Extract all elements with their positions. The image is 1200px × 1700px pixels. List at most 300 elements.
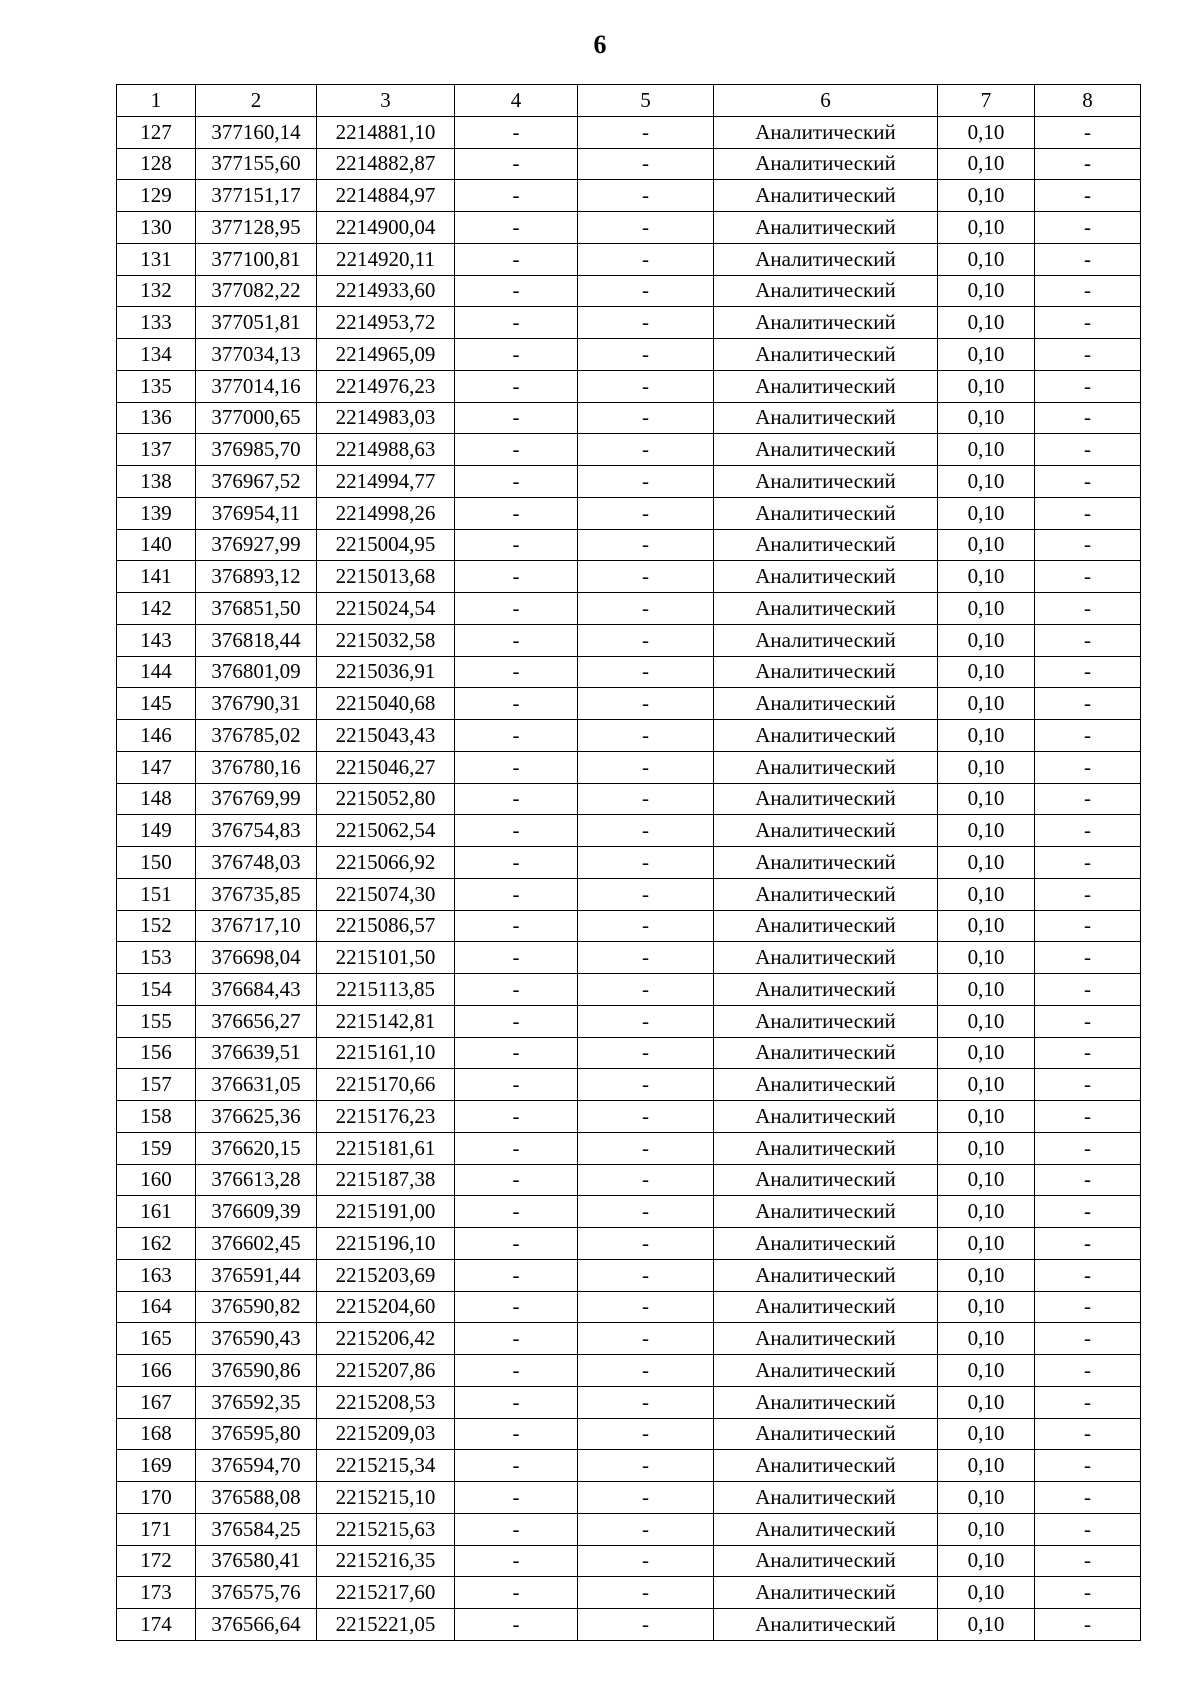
table-cell-col-4: - [455, 1005, 578, 1037]
table-cell-col-4: - [455, 942, 578, 974]
table-cell-col-4: - [455, 1323, 578, 1355]
table-cell-col-7: 0,10 [938, 1418, 1035, 1450]
table-cell-col-8: - [1035, 1323, 1141, 1355]
table-row [117, 339, 1141, 371]
table-row [117, 974, 1141, 1006]
table-cell-col-2: 376588,08 [196, 1482, 317, 1514]
table-cell-col-2: 376613,28 [196, 1164, 317, 1196]
table-cell-col-2: 377128,95 [196, 212, 317, 244]
table-cell-col-8: - [1035, 402, 1141, 434]
table-cell-col-1: 133 [117, 307, 196, 339]
table-cell-col-1: 134 [117, 339, 196, 371]
table-cell-col-4: - [455, 434, 578, 466]
table-cell-col-4: - [455, 1069, 578, 1101]
table-cell-col-1: 137 [117, 434, 196, 466]
table-cell-col-2: 376566,64 [196, 1609, 317, 1641]
table-cell-col-8: - [1035, 688, 1141, 720]
header-row [117, 85, 1141, 117]
table-cell-col-4: - [455, 1418, 578, 1450]
table-cell-col-2: 376591,44 [196, 1259, 317, 1291]
table-cell-col-7: 0,10 [938, 116, 1035, 148]
table-cell-col-8: - [1035, 910, 1141, 942]
table-cell-col-2: 377014,16 [196, 370, 317, 402]
table-cell-col-7: 0,10 [938, 815, 1035, 847]
table-cell-col-5: - [578, 942, 714, 974]
table-row [117, 1482, 1141, 1514]
table-cell-col-6: Аналитический [714, 339, 938, 371]
table-cell-col-2: 377100,81 [196, 243, 317, 275]
table-cell-col-6: Аналитический [714, 751, 938, 783]
table-cell-col-5: - [578, 878, 714, 910]
table-row [117, 180, 1141, 212]
table-row [117, 1132, 1141, 1164]
table-cell-col-3: 2215142,81 [317, 1005, 455, 1037]
table-cell-col-2: 377151,17 [196, 180, 317, 212]
table-cell-col-6: Аналитический [714, 1005, 938, 1037]
table-cell-col-7: 0,10 [938, 180, 1035, 212]
table-cell-col-3: 2215196,10 [317, 1228, 455, 1260]
table-cell-col-5: - [578, 1323, 714, 1355]
table-cell-col-7: 0,10 [938, 593, 1035, 625]
table-row [117, 212, 1141, 244]
table-cell-col-5: - [578, 910, 714, 942]
table-cell-col-5: - [578, 1228, 714, 1260]
table-cell-col-5: - [578, 1418, 714, 1450]
table-cell-col-7: 0,10 [938, 307, 1035, 339]
table-cell-col-2: 376927,99 [196, 529, 317, 561]
table-cell-col-3: 2215004,95 [317, 529, 455, 561]
table-row [117, 434, 1141, 466]
table-cell-col-2: 377160,14 [196, 116, 317, 148]
table-cell-col-6: Аналитический [714, 847, 938, 879]
table-cell-col-2: 376656,27 [196, 1005, 317, 1037]
table-cell-col-8: - [1035, 529, 1141, 561]
table-cell-col-2: 376780,16 [196, 751, 317, 783]
table-cell-col-4: - [455, 307, 578, 339]
table-cell-col-3: 2214976,23 [317, 370, 455, 402]
table-cell-col-7: 0,10 [938, 529, 1035, 561]
table-cell-col-1: 135 [117, 370, 196, 402]
table-cell-col-2: 376698,04 [196, 942, 317, 974]
table-cell-col-6: Аналитический [714, 497, 938, 529]
table-cell-col-1: 167 [117, 1386, 196, 1418]
table-cell-col-7: 0,10 [938, 783, 1035, 815]
table-cell-col-3: 2214994,77 [317, 466, 455, 498]
table-cell-col-8: - [1035, 593, 1141, 625]
table-cell-col-4: - [455, 751, 578, 783]
table-row [117, 1386, 1141, 1418]
table-cell-col-1: 131 [117, 243, 196, 275]
table-cell-col-8: - [1035, 656, 1141, 688]
table-row [117, 148, 1141, 180]
table-cell-col-3: 2215043,43 [317, 720, 455, 752]
table-cell-col-1: 136 [117, 402, 196, 434]
table-cell-col-8: - [1035, 243, 1141, 275]
table-cell-col-6: Аналитический [714, 974, 938, 1006]
table-cell-col-3: 2215161,10 [317, 1037, 455, 1069]
table-cell-col-5: - [578, 1132, 714, 1164]
table-cell-col-1: 151 [117, 878, 196, 910]
table-cell-col-6: Аналитический [714, 624, 938, 656]
table-cell-col-6: Аналитический [714, 1418, 938, 1450]
table-cell-col-4: - [455, 1545, 578, 1577]
table-cell-col-4: - [455, 1291, 578, 1323]
table-cell-col-7: 0,10 [938, 339, 1035, 371]
table-cell-col-1: 147 [117, 751, 196, 783]
table-cell-col-7: 0,10 [938, 1196, 1035, 1228]
table-cell-col-8: - [1035, 878, 1141, 910]
table-cell-col-6: Аналитический [714, 1577, 938, 1609]
table-cell-col-7: 0,10 [938, 1228, 1035, 1260]
table-cell-col-7: 0,10 [938, 434, 1035, 466]
table-cell-col-3: 2215032,58 [317, 624, 455, 656]
table-cell-col-7: 0,10 [938, 1577, 1035, 1609]
table-cell-col-5: - [578, 148, 714, 180]
table-cell-col-6: Аналитический [714, 878, 938, 910]
table-cell-col-7: 0,10 [938, 910, 1035, 942]
table-cell-col-3: 2215191,00 [317, 1196, 455, 1228]
table-cell-col-6: Аналитический [714, 1101, 938, 1133]
table-cell-col-1: 145 [117, 688, 196, 720]
table-cell-col-3: 2214983,03 [317, 402, 455, 434]
column-header-1: 1 [117, 85, 196, 117]
table-cell-col-5: - [578, 402, 714, 434]
table-cell-col-7: 0,10 [938, 1609, 1035, 1641]
table-cell-col-1: 144 [117, 656, 196, 688]
table-cell-col-3: 2215113,85 [317, 974, 455, 1006]
table-cell-col-8: - [1035, 370, 1141, 402]
table-cell-col-8: - [1035, 307, 1141, 339]
table-cell-col-5: - [578, 1291, 714, 1323]
table-cell-col-4: - [455, 370, 578, 402]
column-header-2: 2 [196, 85, 317, 117]
table-cell-col-7: 0,10 [938, 624, 1035, 656]
table-cell-col-8: - [1035, 1259, 1141, 1291]
table-cell-col-4: - [455, 1482, 578, 1514]
table-cell-col-1: 161 [117, 1196, 196, 1228]
table-cell-col-6: Аналитический [714, 466, 938, 498]
table-cell-col-3: 2215181,61 [317, 1132, 455, 1164]
table-row [117, 1164, 1141, 1196]
table-row [117, 878, 1141, 910]
table-row [117, 1418, 1141, 1450]
table-cell-col-5: - [578, 561, 714, 593]
table-cell-col-3: 2215086,57 [317, 910, 455, 942]
table-cell-col-2: 376748,03 [196, 847, 317, 879]
table-cell-col-6: Аналитический [714, 243, 938, 275]
table-cell-col-3: 2215209,03 [317, 1418, 455, 1450]
table-cell-col-6: Аналитический [714, 1513, 938, 1545]
table-cell-col-1: 155 [117, 1005, 196, 1037]
table-cell-col-7: 0,10 [938, 402, 1035, 434]
table-cell-col-6: Аналитический [714, 1450, 938, 1482]
table-cell-col-8: - [1035, 148, 1141, 180]
table-cell-col-5: - [578, 243, 714, 275]
table-cell-col-6: Аналитический [714, 656, 938, 688]
table-cell-col-5: - [578, 1069, 714, 1101]
table-row [117, 1545, 1141, 1577]
table-cell-col-2: 376580,41 [196, 1545, 317, 1577]
table-cell-col-4: - [455, 974, 578, 1006]
table-cell-col-4: - [455, 688, 578, 720]
table-cell-col-2: 376620,15 [196, 1132, 317, 1164]
table-cell-col-3: 2214884,97 [317, 180, 455, 212]
table-cell-col-4: - [455, 1577, 578, 1609]
table-cell-col-1: 159 [117, 1132, 196, 1164]
table-cell-col-3: 2214988,63 [317, 434, 455, 466]
table-cell-col-1: 156 [117, 1037, 196, 1069]
table-cell-col-2: 376801,09 [196, 656, 317, 688]
table-cell-col-4: - [455, 1228, 578, 1260]
table-cell-col-7: 0,10 [938, 243, 1035, 275]
table-cell-col-7: 0,10 [938, 688, 1035, 720]
table-cell-col-3: 2214920,11 [317, 243, 455, 275]
table-cell-col-6: Аналитический [714, 180, 938, 212]
table-row [117, 561, 1141, 593]
table-cell-col-7: 0,10 [938, 942, 1035, 974]
table-cell-col-4: - [455, 497, 578, 529]
table-body [117, 116, 1141, 1640]
table-cell-col-5: - [578, 688, 714, 720]
table-cell-col-5: - [578, 466, 714, 498]
table-cell-col-1: 169 [117, 1450, 196, 1482]
table-cell-col-6: Аналитический [714, 783, 938, 815]
table-cell-col-3: 2215217,60 [317, 1577, 455, 1609]
table-row [117, 1037, 1141, 1069]
table-cell-col-4: - [455, 1513, 578, 1545]
table-cell-col-8: - [1035, 1037, 1141, 1069]
column-header-3: 3 [317, 85, 455, 117]
table-cell-col-8: - [1035, 497, 1141, 529]
table-cell-col-8: - [1035, 720, 1141, 752]
table-cell-col-6: Аналитический [714, 434, 938, 466]
table-cell-col-5: - [578, 1259, 714, 1291]
table-cell-col-2: 377051,81 [196, 307, 317, 339]
table-cell-col-2: 376590,82 [196, 1291, 317, 1323]
table-row [117, 1323, 1141, 1355]
table-cell-col-6: Аналитический [714, 1259, 938, 1291]
table-cell-col-3: 2215170,66 [317, 1069, 455, 1101]
table-row [117, 783, 1141, 815]
table-cell-col-4: - [455, 212, 578, 244]
table-cell-col-1: 141 [117, 561, 196, 593]
table-cell-col-3: 2215074,30 [317, 878, 455, 910]
table-cell-col-2: 376602,45 [196, 1228, 317, 1260]
table-cell-col-6: Аналитический [714, 1545, 938, 1577]
table-row [117, 593, 1141, 625]
table-cell-col-5: - [578, 180, 714, 212]
table-cell-col-3: 2214953,72 [317, 307, 455, 339]
table-header [117, 85, 1141, 117]
table-cell-col-2: 377034,13 [196, 339, 317, 371]
table-row [117, 1259, 1141, 1291]
table-cell-col-8: - [1035, 1005, 1141, 1037]
table-row [117, 656, 1141, 688]
table-cell-col-4: - [455, 910, 578, 942]
table-cell-col-1: 142 [117, 593, 196, 625]
table-cell-col-6: Аналитический [714, 593, 938, 625]
table-cell-col-4: - [455, 815, 578, 847]
table-cell-col-4: - [455, 1259, 578, 1291]
table-cell-col-4: - [455, 1609, 578, 1641]
table-cell-col-2: 376754,83 [196, 815, 317, 847]
table-cell-col-3: 2214882,87 [317, 148, 455, 180]
table-cell-col-4: - [455, 116, 578, 148]
table-cell-col-8: - [1035, 561, 1141, 593]
table-cell-col-8: - [1035, 1132, 1141, 1164]
table-cell-col-8: - [1035, 212, 1141, 244]
table-cell-col-2: 376592,35 [196, 1386, 317, 1418]
table-row [117, 402, 1141, 434]
table-cell-col-4: - [455, 1101, 578, 1133]
table-cell-col-8: - [1035, 624, 1141, 656]
table-cell-col-8: - [1035, 275, 1141, 307]
table-row [117, 1101, 1141, 1133]
table-cell-col-1: 174 [117, 1609, 196, 1641]
table-cell-col-7: 0,10 [938, 1259, 1035, 1291]
table-cell-col-5: - [578, 1482, 714, 1514]
table-cell-col-8: - [1035, 783, 1141, 815]
table-cell-col-1: 158 [117, 1101, 196, 1133]
table-cell-col-1: 173 [117, 1577, 196, 1609]
table-row [117, 529, 1141, 561]
table-cell-col-5: - [578, 783, 714, 815]
table-cell-col-1: 129 [117, 180, 196, 212]
table-cell-col-4: - [455, 624, 578, 656]
table-cell-col-4: - [455, 1450, 578, 1482]
table-cell-col-1: 157 [117, 1069, 196, 1101]
table-cell-col-5: - [578, 720, 714, 752]
table-cell-col-1: 143 [117, 624, 196, 656]
table-cell-col-4: - [455, 720, 578, 752]
table-cell-col-8: - [1035, 1069, 1141, 1101]
table-cell-col-5: - [578, 1005, 714, 1037]
table-cell-col-4: - [455, 466, 578, 498]
table-cell-col-1: 165 [117, 1323, 196, 1355]
table-row [117, 1069, 1141, 1101]
table-cell-col-7: 0,10 [938, 878, 1035, 910]
table-cell-col-6: Аналитический [714, 275, 938, 307]
table-cell-col-4: - [455, 402, 578, 434]
table-cell-col-3: 2215036,91 [317, 656, 455, 688]
table-cell-col-4: - [455, 1164, 578, 1196]
table-cell-col-4: - [455, 847, 578, 879]
table-cell-col-7: 0,10 [938, 1482, 1035, 1514]
table-cell-col-6: Аналитический [714, 148, 938, 180]
table-cell-col-5: - [578, 815, 714, 847]
table-cell-col-1: 138 [117, 466, 196, 498]
table-cell-col-1: 162 [117, 1228, 196, 1260]
table-cell-col-8: - [1035, 1291, 1141, 1323]
table-row [117, 688, 1141, 720]
table-cell-col-1: 139 [117, 497, 196, 529]
table-cell-col-4: - [455, 243, 578, 275]
table-cell-col-8: - [1035, 434, 1141, 466]
table-cell-col-6: Аналитический [714, 1482, 938, 1514]
table-cell-col-8: - [1035, 116, 1141, 148]
table-cell-col-3: 2215215,10 [317, 1482, 455, 1514]
table-cell-col-3: 2215040,68 [317, 688, 455, 720]
table-cell-col-8: - [1035, 1482, 1141, 1514]
table-row [117, 942, 1141, 974]
table-cell-col-2: 376785,02 [196, 720, 317, 752]
table-cell-col-4: - [455, 593, 578, 625]
table-row [117, 1355, 1141, 1387]
table-cell-col-8: - [1035, 1513, 1141, 1545]
table-cell-col-3: 2214998,26 [317, 497, 455, 529]
table-cell-col-6: Аналитический [714, 529, 938, 561]
table-cell-col-4: - [455, 148, 578, 180]
table-cell-col-7: 0,10 [938, 466, 1035, 498]
table-cell-col-5: - [578, 434, 714, 466]
table-cell-col-3: 2214900,04 [317, 212, 455, 244]
table-cell-col-3: 2215187,38 [317, 1164, 455, 1196]
table-cell-col-7: 0,10 [938, 1355, 1035, 1387]
table-row [117, 243, 1141, 275]
table-cell-col-7: 0,10 [938, 1291, 1035, 1323]
table-cell-col-3: 2215206,42 [317, 1323, 455, 1355]
table-cell-col-3: 2215216,35 [317, 1545, 455, 1577]
table-cell-col-8: - [1035, 1577, 1141, 1609]
table-cell-col-4: - [455, 1355, 578, 1387]
table-cell-col-5: - [578, 656, 714, 688]
table-cell-col-4: - [455, 878, 578, 910]
table-row [117, 815, 1141, 847]
table-cell-col-3: 2215101,50 [317, 942, 455, 974]
table-cell-col-7: 0,10 [938, 1069, 1035, 1101]
table-row [117, 1005, 1141, 1037]
table-cell-col-1: 171 [117, 1513, 196, 1545]
table-cell-col-2: 376818,44 [196, 624, 317, 656]
table-cell-col-3: 2214965,09 [317, 339, 455, 371]
table-cell-col-5: - [578, 1355, 714, 1387]
table-cell-col-2: 376684,43 [196, 974, 317, 1006]
table-cell-col-6: Аналитический [714, 402, 938, 434]
table-cell-col-7: 0,10 [938, 1450, 1035, 1482]
table-cell-col-3: 2215052,80 [317, 783, 455, 815]
table-cell-col-8: - [1035, 1386, 1141, 1418]
column-header-6: 6 [714, 85, 938, 117]
table-cell-col-1: 154 [117, 974, 196, 1006]
table-cell-col-6: Аналитический [714, 1323, 938, 1355]
table-cell-col-8: - [1035, 751, 1141, 783]
table-cell-col-6: Аналитический [714, 116, 938, 148]
table-row [117, 497, 1141, 529]
table-cell-col-6: Аналитический [714, 1386, 938, 1418]
table-cell-col-1: 150 [117, 847, 196, 879]
table-cell-col-6: Аналитический [714, 1069, 938, 1101]
table-row [117, 307, 1141, 339]
table-cell-col-4: - [455, 1037, 578, 1069]
page-number: 6 [593, 30, 607, 59]
table-cell-col-7: 0,10 [938, 974, 1035, 1006]
table-cell-col-4: - [455, 656, 578, 688]
table-cell-col-6: Аналитический [714, 307, 938, 339]
table-cell-col-5: - [578, 307, 714, 339]
table-cell-col-7: 0,10 [938, 497, 1035, 529]
table-cell-col-4: - [455, 1132, 578, 1164]
table-cell-col-3: 2215215,63 [317, 1513, 455, 1545]
table-row [117, 910, 1141, 942]
table-cell-col-8: - [1035, 180, 1141, 212]
table-cell-col-8: - [1035, 1228, 1141, 1260]
table-cell-col-8: - [1035, 1164, 1141, 1196]
table-cell-col-2: 376595,80 [196, 1418, 317, 1450]
table-cell-col-7: 0,10 [938, 275, 1035, 307]
table-cell-col-2: 376893,12 [196, 561, 317, 593]
table-cell-col-6: Аналитический [714, 1037, 938, 1069]
table-cell-col-4: - [455, 783, 578, 815]
